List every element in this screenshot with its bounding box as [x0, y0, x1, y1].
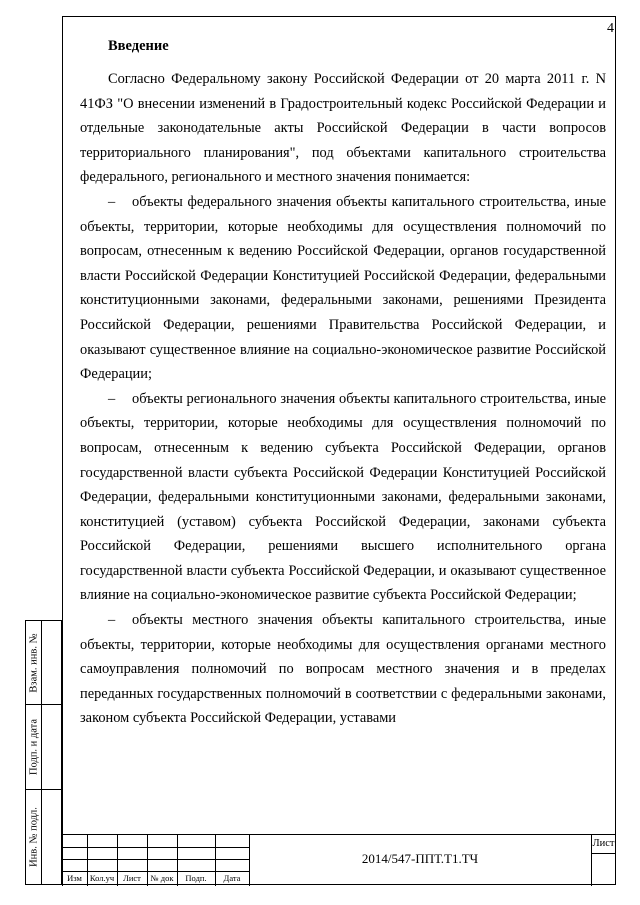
sheet-label: Лист — [592, 838, 615, 849]
list-item — [80, 190, 606, 387]
stamp-vzam-inv — [25, 620, 62, 705]
list-item — [80, 387, 606, 608]
list-item-text: объекты регионального значения объекты капитального строительства, иные объекты, территории, которые необходимы для осуществления полномочий по вопросам, отнесенным к ведению субъекта Российской Федерации, органов государственной власти субъекта Российской Федерации Конституцией Российской Федерации, федеральными конституционными законами, федеральными законами, конституцией (уставом) субъекта Российской Федерации, законами субъекта Российской Федерации, решениями высшего исполнительного органа государственной власти субъекта Российской Федерации, и оказывают существенное влияние на социально-экономическое развитие субъекта Российской Федерации; — [80, 390, 606, 604]
col-podp: Подп. — [185, 873, 207, 883]
list-item-text: объекты местного значения объекты капитального строительства, иные объекты, территории, которые необходимы для осуществления органами местного самоуправления полномочий по вопросам местного значения и в пределах переданных государственных полномочий в соответствии с федеральными законами, законом субъекта Российской Федерации, уставами — [80, 612, 606, 727]
stamp-podp-data — [25, 705, 62, 790]
list-item — [80, 608, 606, 731]
list-dash: – — [108, 193, 116, 210]
col-izm: Изм — [67, 873, 82, 883]
list-dash: – — [108, 612, 116, 629]
col-kol-uch: Кол.уч — [89, 873, 115, 883]
stamp-inv-cell — [42, 790, 61, 884]
list-dash: – — [108, 390, 116, 407]
intro-paragraph: Согласно Федеральному закону Российской Федерации от 20 марта 2011 г. N 41ФЗ "О внесении изменений в Градостроительный кодекс Российской Федерации и отдельные законодательные акты Российской Федерации в части вопросов территориального планирования", под объектами капитального строительства федерального, регионального и местного значения понимается: — [80, 71, 606, 186]
col-list: Лист — [123, 873, 141, 883]
col-n-dok: № док — [150, 873, 174, 883]
page-number: 4 — [607, 21, 614, 36]
document-body — [80, 34, 606, 731]
stamp-inv-label: Инв. № подл. — [28, 807, 39, 867]
title-block — [62, 834, 616, 886]
stamp-vzam-cell — [42, 621, 61, 704]
section-heading: Введение — [108, 38, 169, 54]
stamp-vzam-label: Взам. инв. № — [28, 632, 39, 693]
col-data: Дата — [223, 873, 241, 883]
stamp-podp-label: Подп. и дата — [28, 718, 39, 776]
stamp-inv-podl — [25, 790, 62, 885]
document-code: 2014/547-ППТ.Т1.ТЧ — [361, 851, 479, 866]
stamp-podp-cell — [42, 705, 61, 789]
list-item-text: объекты федерального значения объекты капитального строительства, иные объекты, территории, которые необходимы для осуществления полномочий по вопросам, отнесенным к ведению Российской Федерации, органов государственной власти Российской Федерации Конституцией Российской Федерации, федеральными конституционными законами, федеральными законами, решениями Президента Российской Федерации, решениями Правительства Российской Федерации, и оказывают существенное влияние на социально-экономическое развитие Российской Федерации; — [80, 193, 606, 383]
